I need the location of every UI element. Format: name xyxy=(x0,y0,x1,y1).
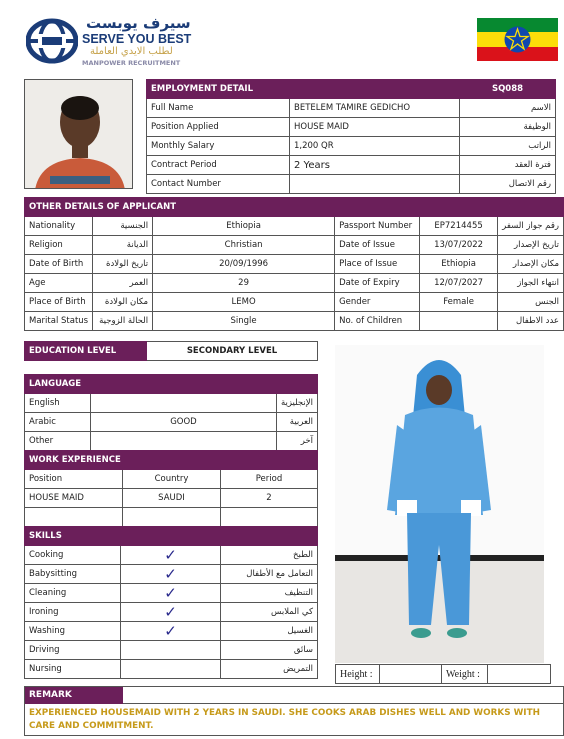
measurements-table xyxy=(335,664,551,684)
skill-check-icon: ✓ xyxy=(121,603,221,622)
detail-arabic: تاريخ الولادة xyxy=(93,255,153,274)
detail-value: 13/07/2022 xyxy=(420,236,498,255)
skill-check-icon: ✓ xyxy=(121,565,221,584)
skills-table xyxy=(24,526,318,679)
work-country xyxy=(123,508,221,527)
skill-check-icon: ✓ xyxy=(121,546,221,565)
remark-section xyxy=(24,686,564,736)
education-level-label: EDUCATION LEVEL xyxy=(25,342,147,361)
skill-arabic: سائق xyxy=(221,641,318,660)
remark-text: EXPERIENCED HOUSEMAID WITH 2 YEARS IN SAUDI. SHE COOKS ARAB DISHES WELL AND WORKS WITH CARE AND COMMITMENT. xyxy=(29,708,540,731)
detail-arabic: مكان الإصدار xyxy=(498,255,564,274)
full-name-value: BETELEM TAMIRE GEDICHO xyxy=(290,99,460,118)
work-experience-table xyxy=(24,450,318,527)
detail-label: Gender xyxy=(335,293,420,312)
full-name-label: Full Name xyxy=(147,99,290,118)
detail-value: Christian xyxy=(153,236,335,255)
detail-label: Nationality xyxy=(25,217,93,236)
detail-arabic: تاريخ الإصدار xyxy=(498,236,564,255)
work-period xyxy=(221,508,318,527)
skill-arabic: التنظيف xyxy=(221,584,318,603)
detail-label: No. of Children xyxy=(335,312,420,331)
language-level xyxy=(90,432,276,451)
skill-arabic: التعامل مع الأطفال xyxy=(221,565,318,584)
flag-star-icon xyxy=(503,25,532,54)
company-logo xyxy=(26,14,216,69)
work-position: HOUSE MAID xyxy=(25,489,123,508)
skill-label: Driving xyxy=(25,641,121,660)
salary-label: Monthly Salary xyxy=(147,137,290,156)
detail-arabic: مكان الولادة xyxy=(93,293,153,312)
education-level-value: SECONDARY LEVEL xyxy=(147,342,318,361)
detail-label: Date of Birth xyxy=(25,255,93,274)
detail-arabic: الجنس xyxy=(498,293,564,312)
employment-detail-table xyxy=(146,79,556,194)
skill-label: Cooking xyxy=(25,546,121,565)
salary-arabic: الراتب xyxy=(460,137,556,156)
ethiopia-flag xyxy=(477,18,558,61)
skill-arabic: التمريض xyxy=(221,660,318,679)
work-experience-title: WORK EXPERIENCE xyxy=(25,451,318,470)
logo-sub-arabic: لطلب الايدي العاملة xyxy=(90,46,173,57)
detail-label: Date of Expiry xyxy=(335,274,420,293)
work-header-position: Position xyxy=(25,470,123,489)
skill-check-icon: ✓ xyxy=(121,622,221,641)
work-position xyxy=(25,508,123,527)
language-arabic: الإنجليزية xyxy=(276,394,317,413)
skill-label: Washing xyxy=(25,622,121,641)
detail-value: Ethiopia xyxy=(420,255,498,274)
detail-arabic: عدد الاطفال xyxy=(498,312,564,331)
detail-label: Age xyxy=(25,274,93,293)
detail-label: Place of Issue xyxy=(335,255,420,274)
detail-arabic: رقم جواز السفر xyxy=(498,217,564,236)
detail-value: Ethiopia xyxy=(153,217,335,236)
skill-label: Ironing xyxy=(25,603,121,622)
contract-label: Contract Period xyxy=(147,156,290,175)
skill-check-icon xyxy=(121,660,221,679)
weight-label: Weight : xyxy=(442,665,488,684)
height-value xyxy=(380,665,442,684)
language-arabic: آخر xyxy=(276,432,317,451)
detail-label: Passport Number xyxy=(335,217,420,236)
contact-value xyxy=(290,175,460,194)
remark-title: REMARK xyxy=(25,687,123,704)
work-period: 2 xyxy=(221,489,318,508)
logo-title: SERVE YOU BEST xyxy=(82,32,192,46)
skill-arabic: الطبخ xyxy=(221,546,318,565)
language-label: English xyxy=(25,394,91,413)
position-value: HOUSE MAID xyxy=(290,118,460,137)
language-table xyxy=(24,374,318,451)
detail-label: Place of Birth xyxy=(25,293,93,312)
detail-value xyxy=(420,312,498,331)
skill-label: Nursing xyxy=(25,660,121,679)
work-header-period: Period xyxy=(221,470,318,489)
detail-label: Date of Issue xyxy=(335,236,420,255)
position-arabic: الوظيفة xyxy=(460,118,556,137)
work-country: SAUDI xyxy=(123,489,221,508)
contact-arabic: رقم الاتصال xyxy=(460,175,556,194)
skill-arabic: الغسيل xyxy=(221,622,318,641)
detail-arabic: الحالة الزوجية xyxy=(93,312,153,331)
contract-arabic: فترة العقد xyxy=(460,156,556,175)
logo-globe-icon xyxy=(26,18,78,64)
detail-value: EP7214455 xyxy=(420,217,498,236)
applicant-portrait-photo xyxy=(24,79,133,189)
detail-label: Religion xyxy=(25,236,93,255)
detail-arabic: الديانة xyxy=(93,236,153,255)
detail-value: Female xyxy=(420,293,498,312)
logo-arabic: سيرف يوبست xyxy=(86,14,191,32)
detail-value: 29 xyxy=(153,274,335,293)
skill-label: Babysitting xyxy=(25,565,121,584)
language-label: Arabic xyxy=(25,413,91,432)
contract-value: 2 Years xyxy=(290,156,460,175)
detail-value: Single xyxy=(153,312,335,331)
applicant-full-body-photo xyxy=(335,345,544,663)
skill-check-icon: ✓ xyxy=(121,584,221,603)
detail-value: LEMO xyxy=(153,293,335,312)
employment-detail-title: EMPLOYMENT DETAIL xyxy=(147,80,460,99)
detail-value: 20/09/1996 xyxy=(153,255,335,274)
skill-check-icon xyxy=(121,641,221,660)
reference-code: SQ088 xyxy=(460,80,556,99)
detail-arabic: الجنسية xyxy=(93,217,153,236)
logo-sub: MANPOWER RECRUITMENT xyxy=(82,59,181,67)
other-details-title: OTHER DETAILS OF APPLICANT xyxy=(25,198,564,217)
position-label: Position Applied xyxy=(147,118,290,137)
language-label: Other xyxy=(25,432,91,451)
height-label: Height : xyxy=(336,665,380,684)
salary-value: 1,200 QR xyxy=(290,137,460,156)
skills-title: SKILLS xyxy=(25,527,318,546)
work-header-country: Country xyxy=(123,470,221,489)
skill-arabic: كي الملابس xyxy=(221,603,318,622)
education-level-table xyxy=(24,341,318,361)
detail-value: 12/07/2027 xyxy=(420,274,498,293)
detail-arabic: انتهاء الجواز xyxy=(498,274,564,293)
detail-arabic: العمر xyxy=(93,274,153,293)
language-level: GOOD xyxy=(90,413,276,432)
contact-label: Contact Number xyxy=(147,175,290,194)
full-name-arabic: الاسم xyxy=(460,99,556,118)
weight-value xyxy=(488,665,551,684)
skill-label: Cleaning xyxy=(25,584,121,603)
other-details-table xyxy=(24,197,564,331)
detail-label: Marital Status xyxy=(25,312,93,331)
language-arabic: العربية xyxy=(276,413,317,432)
language-title: LANGUAGE xyxy=(25,375,318,394)
language-level xyxy=(90,394,276,413)
